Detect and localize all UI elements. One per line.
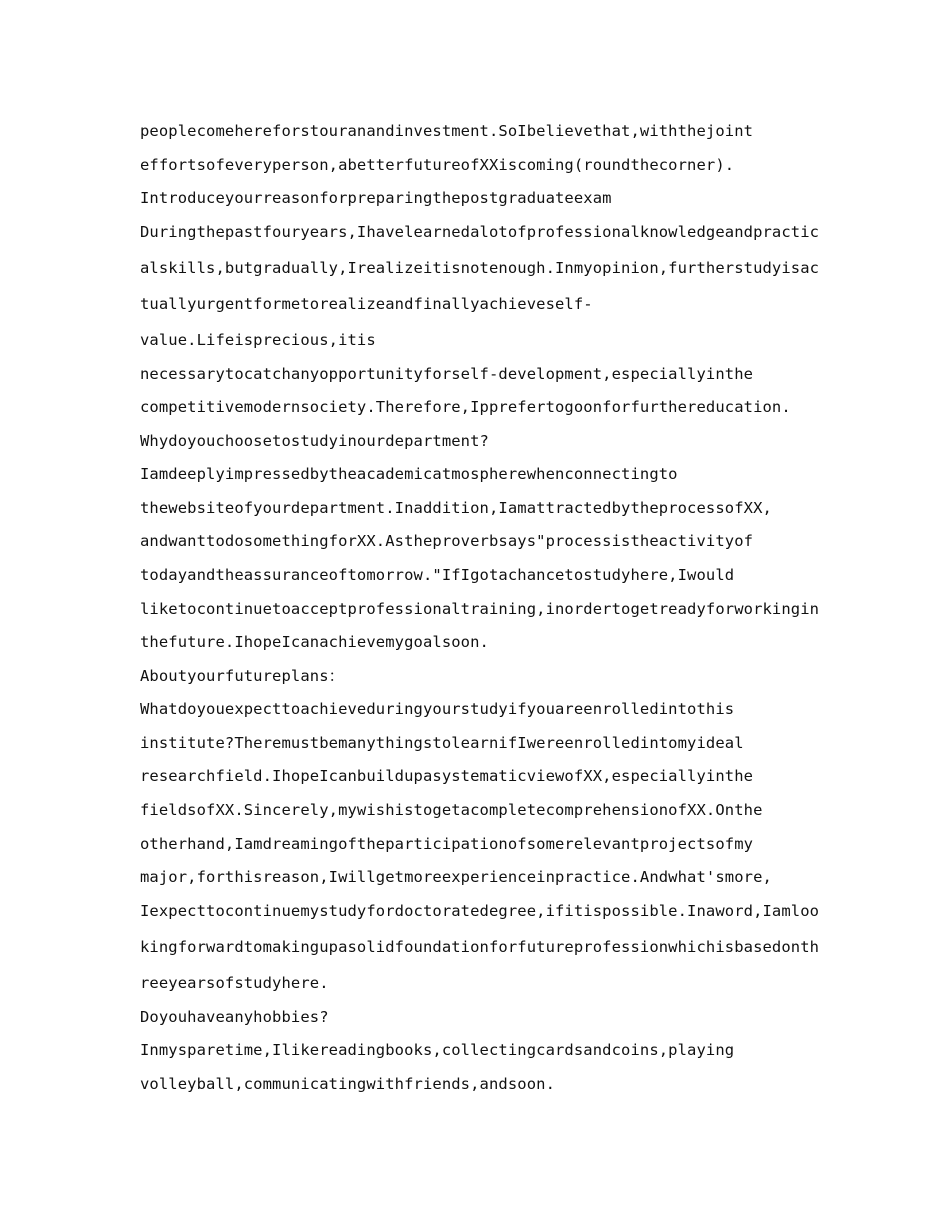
- text-line: Iexpecttocontinuemystudyfordoctoratedegree,ifitispossible.Inaword,Iamloo: [140, 902, 820, 920]
- text-line: kingforwardtomakingupasolidfoundationforfutureprofessionwhichisbasedonth: [140, 938, 820, 956]
- text-line: major,forthisreason,Iwillgetmoreexperienceinpractice.Andwhat'smore,: [140, 868, 772, 886]
- text-line: Whydoyouchoosetostudyinourdepartment?: [140, 432, 489, 450]
- text-line: Iamdeeplyimpressedbytheacademicatmospherewhenconnectingto: [140, 465, 678, 483]
- text-line: liketocontinuetoacceptprofessionaltraining,inordertogetreadyforworkingin: [140, 600, 820, 618]
- text-line: Duringthepastfouryears,Ihavelearnedalotofprofessionalknowledgeandpractic: [140, 223, 820, 241]
- text-line: researchfield.IhopeIcanbuildupasystematicviewofXX,especiallyinthe: [140, 767, 754, 785]
- text-line: volleyball,communicatingwithfriends,andsoon.: [140, 1075, 555, 1093]
- text-line: fieldsofXX.Sincerely,mywishistogetacompletecomprehensionofXX.Onthe: [140, 801, 763, 819]
- text-line: tuallyurgentformetorealizeandfinallyachieveself-: [140, 295, 593, 313]
- text-line: Doyouhaveanyhobbies?: [140, 1008, 329, 1026]
- text-line: andwanttodosomethingforXX.Astheproverbsays"processistheactivityof: [140, 532, 754, 550]
- text-line: thefuture.IhopeIcanachievemygoalsoon.: [140, 633, 489, 651]
- text-line: effortsofeveryperson,abetterfutureofXXiscoming(roundthecorner).: [140, 156, 735, 174]
- text-line: competitivemodernsociety.Therefore,Ipprefertogoonforfurthereducation.: [140, 398, 791, 416]
- text-line: institute?TheremustbemanythingstolearnifIwereenrolledintomyideal: [140, 734, 744, 752]
- text-line: Whatdoyouexpecttoachieveduringyourstudyifyouareenrolledintothis: [140, 700, 735, 718]
- text-line: Introduceyourreasonforpreparingthepostgraduateexam: [140, 189, 612, 207]
- text-line: Aboutyourfutureplans：: [140, 667, 345, 685]
- text-line: necessarytocatchanyopportunityforself-development,especiallyinthe: [140, 365, 754, 383]
- text-line: peoplecomehereforstouranandinvestment.SoIbelievethat,withthejoint: [140, 122, 754, 140]
- text-line: todayandtheassuranceoftomorrow."IfIgotachancetostudyhere,Iwould: [140, 566, 735, 584]
- text-line: thewebsiteofyourdepartment.Inaddition,IamattractedbytheprocessofXX,: [140, 499, 772, 517]
- text-line: value.Lifeisprecious,itis: [140, 331, 376, 349]
- text-line: reeyearsofstudyhere.: [140, 974, 329, 992]
- text-line: Inmysparetime,Ilikereadingbooks,collectingcardsandcoins,playing: [140, 1041, 735, 1059]
- text-line: alskills,butgradually,Irealizeitisnotenough.Inmyopinion,furtherstudyisac: [140, 259, 820, 277]
- text-line: otherhand,Iamdreamingoftheparticipationofsomerelevantprojectsofmy: [140, 835, 754, 853]
